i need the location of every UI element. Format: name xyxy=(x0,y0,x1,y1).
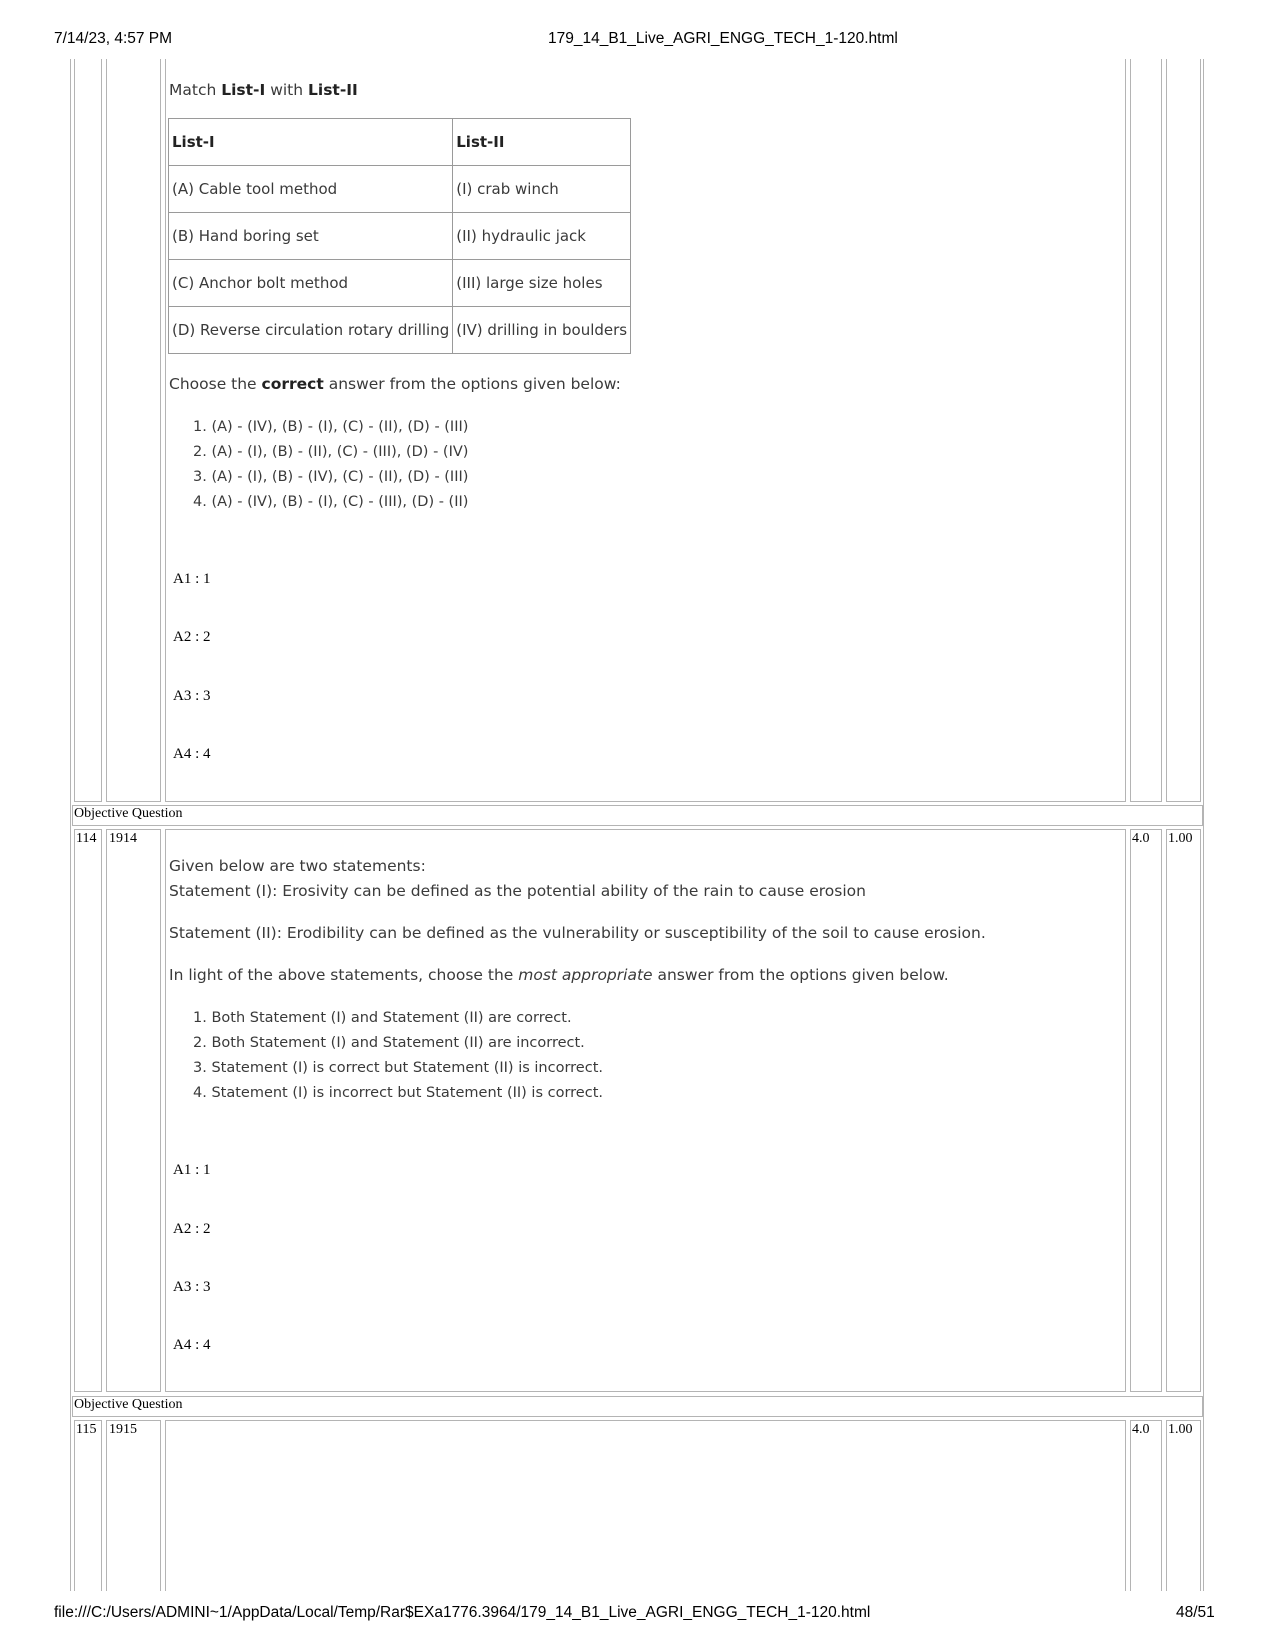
q115-serial-number: 115 xyxy=(76,1422,97,1437)
q114-answer-4: A4 : 4 xyxy=(173,1337,211,1353)
table-cell: (II) hydraulic jack xyxy=(453,213,631,260)
list-item: 1. Both Statement (I) and Statement (II) are correct. xyxy=(193,1010,572,1026)
q113-neg-cell xyxy=(1166,59,1201,802)
table-header-list-ii: List-II xyxy=(453,119,631,166)
table-cell: (I) crab winch xyxy=(453,166,631,213)
q115-sno-cell xyxy=(74,1420,102,1591)
table-header-list-i: List-I xyxy=(169,119,453,166)
q114-instruction: In light of the above statements, choose the most appropriate answer from the options given below. xyxy=(169,966,949,984)
q115-negative-marks: 1.00 xyxy=(1168,1422,1193,1437)
q115-question-id: 1915 xyxy=(109,1422,137,1437)
q114-neg-cell xyxy=(1166,829,1201,1392)
q113-answer-3: A3 : 3 xyxy=(173,688,211,704)
page-number: 48/51 xyxy=(1176,1604,1215,1621)
q115-marks: 4.0 xyxy=(1132,1422,1150,1437)
q114-statement-1: Statement (I): Erosivity can be defined as the potential ability of the rain to cause erosion xyxy=(169,882,866,900)
q114-negative-marks: 1.00 xyxy=(1168,831,1193,846)
q113-instruction: Choose the correct answer from the options given below: xyxy=(169,375,621,393)
q115-qid-cell xyxy=(106,1420,161,1591)
table-row xyxy=(169,166,631,213)
q113-qid-cell xyxy=(106,59,161,802)
table-row xyxy=(169,307,631,354)
q114-type-row xyxy=(72,805,1203,826)
table-row xyxy=(169,260,631,307)
q114-answer-1: A1 : 1 xyxy=(173,1162,211,1178)
table-row xyxy=(169,213,631,260)
list-item: 3. (A) - (I), (B) - (IV), (C) - (II), (D) - (III) xyxy=(193,469,469,485)
q113-options-list xyxy=(193,415,468,515)
q114-question-id: 1914 xyxy=(109,831,137,846)
q114-line-intro: Given below are two statements: xyxy=(169,857,426,875)
list-item: 1. (A) - (IV), (B) - (I), (C) - (II), (D) - (III) xyxy=(193,419,469,435)
q113-marks-cell xyxy=(1130,59,1162,802)
q114-serial-number: 114 xyxy=(76,831,97,846)
q115-type-row xyxy=(72,1396,1203,1417)
q115-neg-cell xyxy=(1166,1420,1201,1591)
q114-statement-2: Statement (II): Erodibility can be defined as the vulnerability or susceptibility of the soil to cause erosion. xyxy=(169,924,986,942)
q114-answer-2: A2 : 2 xyxy=(173,1221,211,1237)
table-cell: (D) Reverse circulation rotary drilling xyxy=(169,307,453,354)
q113-answer-4: A4 : 4 xyxy=(173,746,211,762)
q113-answer-1: A1 : 1 xyxy=(173,571,211,587)
list-item: 2. Both Statement (I) and Statement (II) are incorrect. xyxy=(193,1035,585,1051)
table-cell: (C) Anchor bolt method xyxy=(169,260,453,307)
q114-options-list xyxy=(193,1006,603,1106)
table-cell: (B) Hand boring set xyxy=(169,213,453,260)
list-item: 2. (A) - (I), (B) - (II), (C) - (III), (D) - (IV) xyxy=(193,444,469,460)
q114-type-label: Objective Question xyxy=(74,806,183,821)
q115-content-cell xyxy=(165,1420,1126,1591)
q115-marks-cell xyxy=(1130,1420,1162,1591)
list-item: 3. Statement (I) is correct but Statement (II) is incorrect. xyxy=(193,1060,603,1076)
q114-sno-cell xyxy=(74,829,102,1392)
q115-type-label: Objective Question xyxy=(74,1397,183,1412)
table-cell: (IV) drilling in boulders xyxy=(453,307,631,354)
list-item: 4. Statement (I) is incorrect but Statement (II) is correct. xyxy=(193,1085,603,1101)
table-cell: (III) large size holes xyxy=(453,260,631,307)
print-datetime: 7/14/23, 4:57 PM xyxy=(54,30,173,47)
print-file-path: file:///C:/Users/ADMINI~1/AppData/Local/Temp/Rar$EXa1776.3964/179_14_B1_Live_AGRI_ENGG_TECH_1-120.html xyxy=(54,1604,871,1621)
q114-marks: 4.0 xyxy=(1132,831,1150,846)
match-list-table xyxy=(168,118,631,354)
print-title: 179_14_B1_Live_AGRI_ENGG_TECH_1-120.html xyxy=(548,30,898,47)
q114-answer-3: A3 : 3 xyxy=(173,1279,211,1295)
q114-marks-cell xyxy=(1130,829,1162,1392)
table-header-row xyxy=(169,119,631,166)
q114-content-cell xyxy=(165,829,1126,1392)
q113-sno-cell xyxy=(74,59,102,802)
q113-intro: Match List-I with List-II xyxy=(169,81,358,99)
list-item: 4. (A) - (IV), (B) - (I), (C) - (III), (D) - (II) xyxy=(193,494,469,510)
q114-qid-cell xyxy=(106,829,161,1392)
q113-answer-2: A2 : 2 xyxy=(173,629,211,645)
table-cell: (A) Cable tool method xyxy=(169,166,453,213)
